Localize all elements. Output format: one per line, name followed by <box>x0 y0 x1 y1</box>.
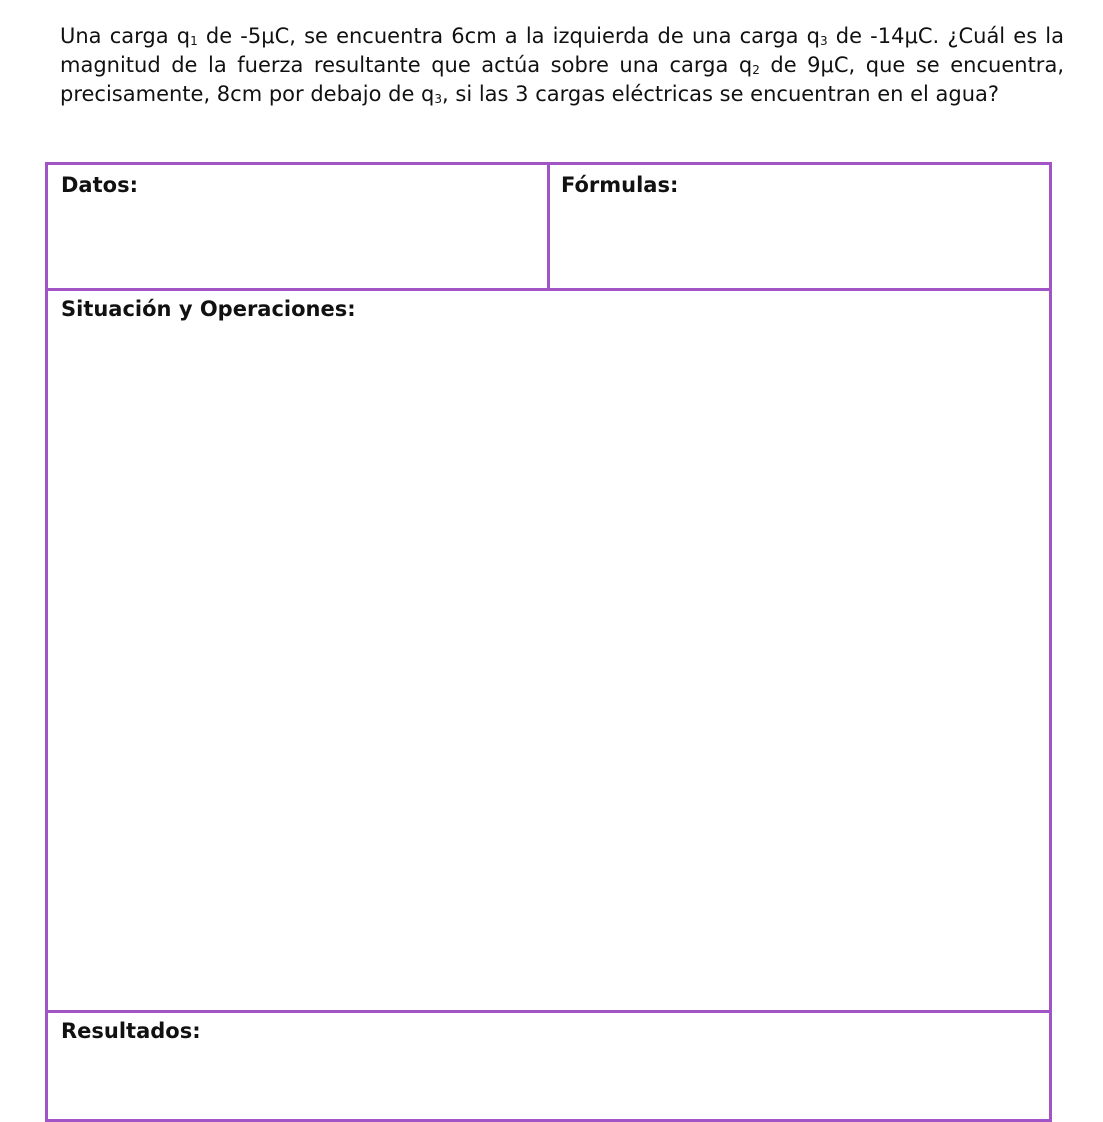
worksheet-table <box>45 162 1052 1122</box>
situacion-answer-area[interactable] <box>58 331 1039 1002</box>
formulas-answer-area[interactable] <box>560 205 1039 280</box>
resultados-cell <box>48 1010 1049 1122</box>
subscript-q3: 3 <box>819 34 828 48</box>
problem-text: de 9μC, que se encuentra, precisamente, 8cm por debajo de q <box>60 53 1064 106</box>
datos-cell <box>48 165 550 288</box>
formulas-label: Fórmulas: <box>561 173 679 197</box>
situacion-cell <box>48 288 1049 1010</box>
subscript-q2: 2 <box>752 63 760 77</box>
problem-text: de -5μC, se encuentra 6cm a la izquierda de una carga q <box>197 24 820 48</box>
subscript-q1: 1 <box>190 34 198 48</box>
problem-statement <box>60 22 1064 109</box>
datos-label: Datos: <box>61 173 138 197</box>
problem-text: Una carga q <box>60 24 191 48</box>
datos-answer-area[interactable] <box>58 205 537 280</box>
problem-text: , si las 3 cargas eléctricas se encuentran en el agua? <box>442 82 1000 106</box>
problem-text: de -14μC. ¿Cuál es la magnitud de la fuerza resultante que actúa sobre una carga q <box>60 24 1065 77</box>
subscript-q3: 3 <box>434 92 443 106</box>
resultados-label: Resultados: <box>61 1019 201 1043</box>
situacion-label: Situación y Operaciones: <box>61 297 356 321</box>
formulas-cell <box>550 165 1049 288</box>
